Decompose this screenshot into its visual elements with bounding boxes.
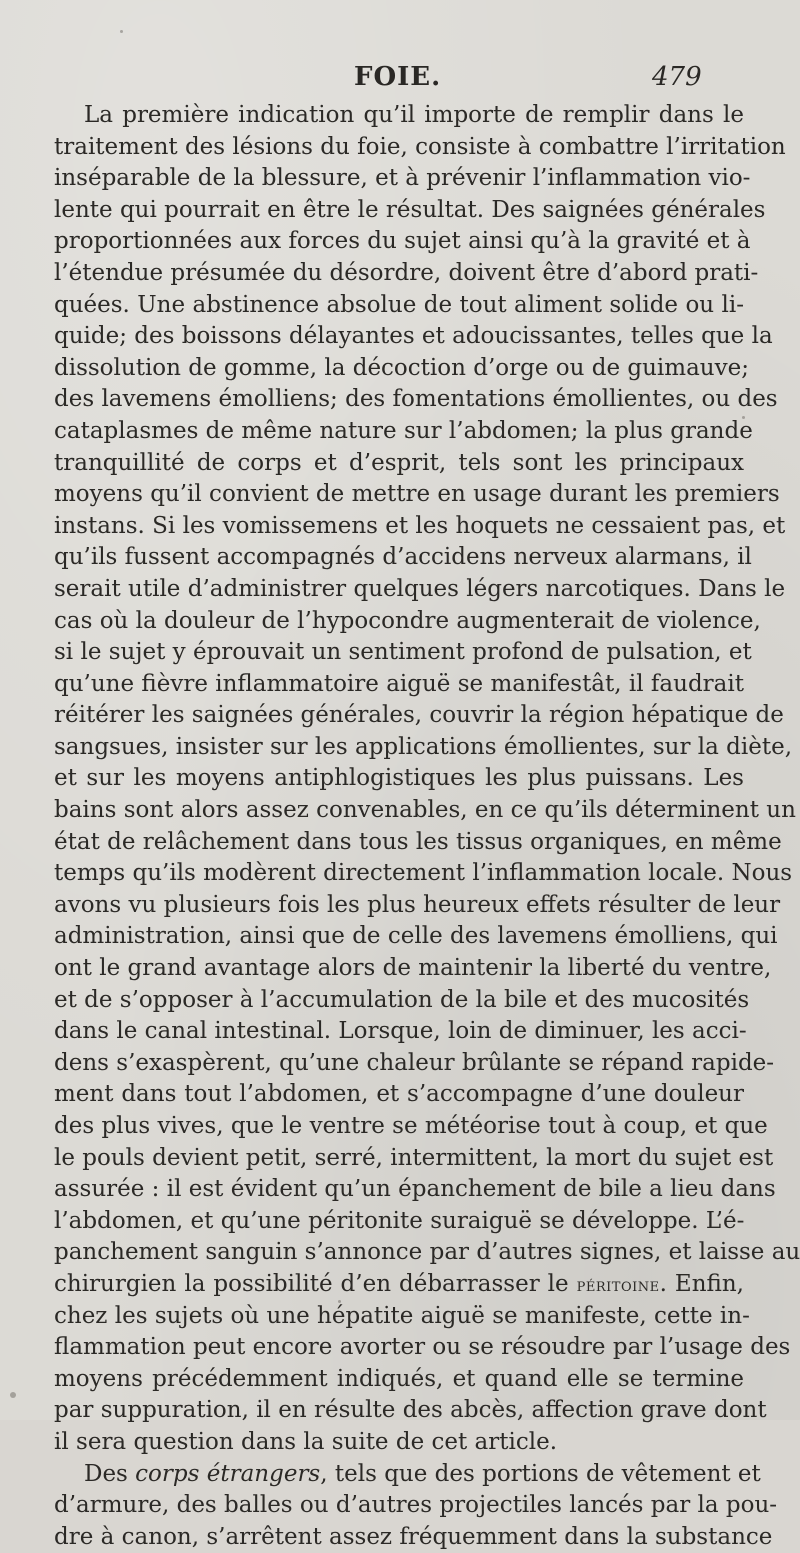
text-line: dens s’exaspèrent, qu’une chaleur brûlante se répand rapide- [54, 1049, 775, 1076]
text-line: et de s’opposer à l’accumulation de la bile et des mucosités [54, 986, 750, 1013]
text-line [54, 1459, 761, 1491]
text-line: lente qui pourrait en être le résultat. Des saignées générales [54, 196, 766, 223]
text-line: traitement des lésions du foie, consiste à combattre l’irritation [54, 133, 786, 160]
text-run: , tels que des portions de vêtement et [320, 1460, 761, 1487]
text-line: réitérer les saignées générales, couvrir la région hépatique de [54, 702, 784, 729]
text-line: tranquillité de corps et d’esprit, tels sont les principaux [54, 449, 744, 476]
text-line: d’armure, des balles ou d’autres projectiles lancés par la pou- [54, 1492, 778, 1519]
paper-speck [10, 1392, 16, 1398]
page-number: 479 [652, 62, 702, 92]
text-line: chez les sujets où une hépatite aiguë se manifeste, cette in- [54, 1302, 750, 1329]
text-line: cas où la douleur de l’hypocondre augmenterait de violence, [54, 607, 761, 634]
text-line: qu’ils fussent accompagnés d’accidens nerveux alarmans, il [54, 544, 752, 571]
text-line: ont le grand avantage alors de maintenir la liberté du ventre, [54, 955, 772, 982]
text-line: des plus vives, que le ventre se météorise tout à coup, et que [54, 1113, 768, 1139]
text-line: des lavemens émolliens; des fomentations émollientes, ou des [54, 386, 778, 413]
text-line: cataplasmes de même nature sur l’abdomen; la plus grande [54, 417, 753, 444]
text-line: proportionnées aux forces du sujet ainsi qu’à la gravité et à [54, 228, 751, 255]
paper-speck [120, 30, 123, 33]
text-run: chirurgien la possibilité d’en débarrasser le [54, 1270, 577, 1297]
text-line: assurée : il est évident qu’un épanchement de bile a lieu dans [54, 1176, 776, 1203]
text-line: l’abdomen, et qu’une péritonite suraiguë se développe. L’é- [54, 1207, 745, 1234]
text-line: dissolution de gomme, la décoction d’orge ou de guimauve; [54, 354, 749, 381]
text-line [54, 1269, 744, 1301]
text-line: flammation peut encore avorter ou se résoudre par l’usage des [54, 1334, 791, 1361]
text-line: sangsues, insister sur les applications émollientes, sur la diète, [54, 733, 793, 760]
text-line: dre à canon, s’arrêtent assez fréquemment dans la substance [54, 1523, 773, 1550]
text-line: avons vu plusieurs fois les plus heureux effets résulter de leur [54, 891, 781, 918]
text-line: et sur les moyens antiphlogistiques les plus puissans. Les [54, 765, 744, 792]
text-line: moyens qu’il convient de mettre en usage durant les premiers [54, 481, 780, 508]
text-line: bains sont alors assez convenables, en ce qu’ils déterminent un [54, 797, 796, 824]
text-line: l’étendue présumée du désordre, doivent être d’abord prati- [54, 259, 759, 286]
text-line: La première indication qu’il importe de remplir dans le [84, 102, 744, 128]
text-line: qu’une fièvre inflammatoire aiguë se manifestât, il faudrait [54, 670, 744, 697]
running-head [0, 62, 800, 96]
text-line: état de relâchement dans tous les tissus organiques, en même [54, 828, 782, 855]
text-line: panchement sanguin s’annonce par d’autres signes, et laisse au [54, 1239, 800, 1266]
text-line: quées. Une abstinence absolue de tout aliment solide ou li- [54, 291, 744, 318]
text-line: moyens précédemment indiqués, et quand elle se termine [54, 1365, 744, 1392]
text-line: inséparable de la blessure, et à prévenir l’inflammation vio- [54, 165, 751, 192]
text-line: dans le canal intestinal. Lorsque, loin de diminuer, les acci- [54, 1018, 747, 1045]
text-line: ment dans tout l’abdomen, et s’accompagne d’une douleur [54, 1081, 744, 1108]
text-run: . Enfin, [659, 1270, 744, 1297]
running-title: FOIE. [354, 62, 442, 92]
text-line: temps qu’ils modèrent directement l’inflammation locale. Nous [54, 860, 793, 887]
text-line: par suppuration, il en résulte des abcès, affection grave dont [54, 1397, 767, 1424]
text-line: instans. Si les vomissemens et les hoquets ne cessaient pas, et [54, 512, 786, 539]
paragraph-end-line: il sera question dans la suite de cet article. [54, 1428, 558, 1455]
text-line: serait utile d’administrer quelques légers narcotiques. Dans le [54, 575, 786, 602]
text-line: quide; des boissons délayantes et adoucissantes, telles que la [54, 323, 773, 350]
text-line: si le sujet y éprouvait un sentiment profond de pulsation, et [54, 639, 752, 666]
body-text [54, 100, 800, 1553]
text-line: le pouls devient petit, serré, intermittent, la mort du sujet est [54, 1144, 774, 1171]
term-corps-etrangers: corps étrangers [135, 1460, 321, 1487]
text-run: Des [84, 1460, 136, 1487]
text-line: administration, ainsi que de celle des lavemens émolliens, qui [54, 923, 778, 950]
term-peritoine: péritoine [576, 1273, 660, 1296]
